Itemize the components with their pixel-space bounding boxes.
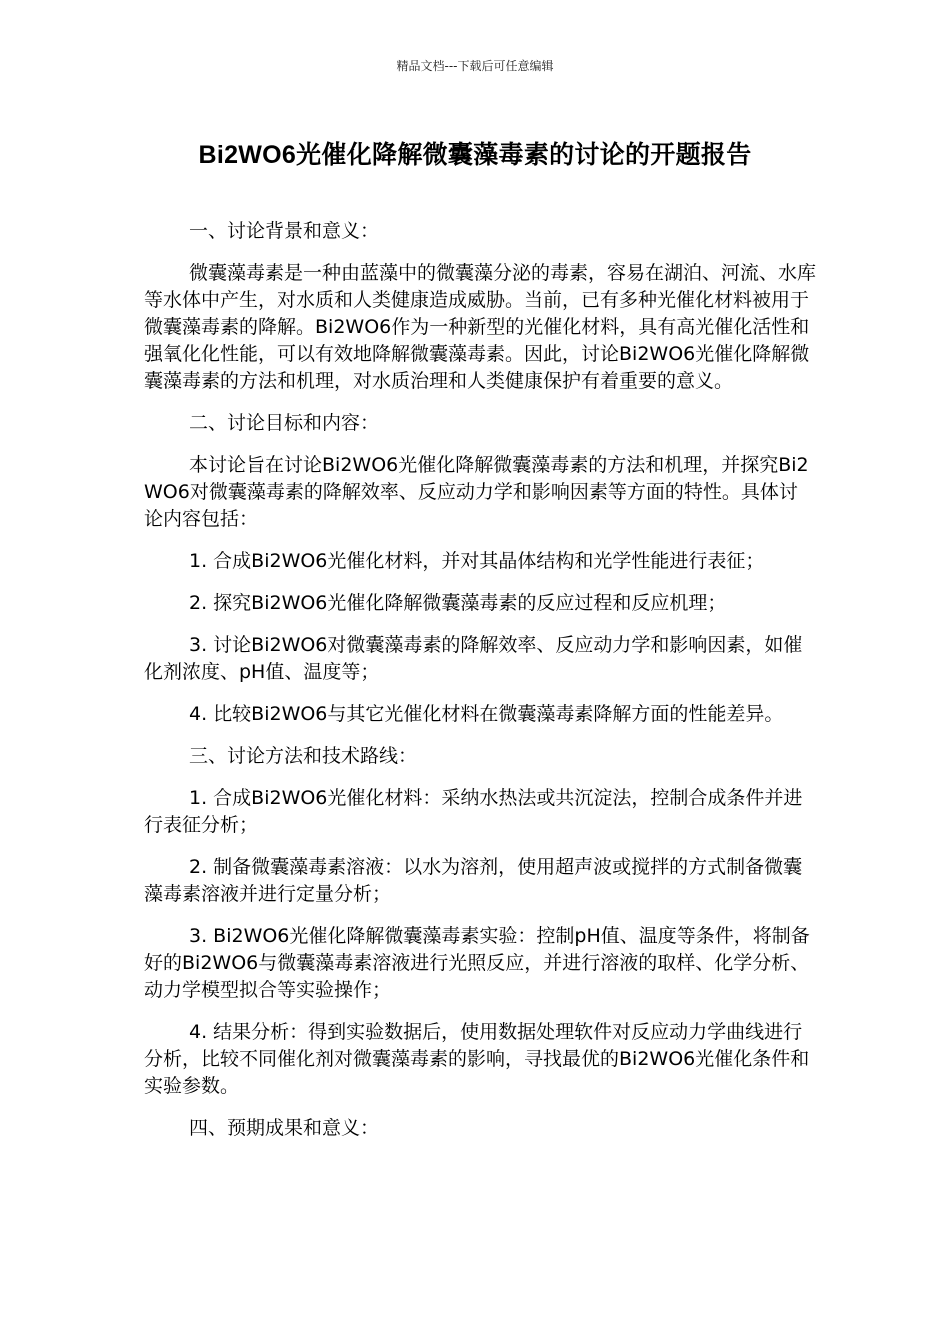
section-heading-objectives: 二、讨论目标和内容：: [189, 412, 380, 434]
list-item-objective-4: 4. 比较Bi2WO6与其它光催化材料在微囊藻毒素降解方面的性能差异。: [189, 703, 784, 725]
list-item-objective-2: 2. 探究Bi2WO6光催化降解微囊藻毒素的反应过程和反应机理；: [189, 592, 727, 614]
document-title: Bi2WO6光催化降解微囊藻毒素的讨论的开题报告: [198, 141, 752, 169]
list-item-method-4: 4. 结果分析：得到实验数据后，使用数据处理软件对反应动力学曲线进行分析，比较不同催化剂对微囊藻毒素的影响，寻找最优的Bi2WO6光催化条件和实验参数。: [144, 1021, 810, 1097]
document-body: [144, 218, 816, 1157]
paragraph-objectives: 本讨论旨在讨论Bi2WO6光催化降解微囊藻毒素的方法和机理，并探究Bi2WO6对微囊藻毒素的降解效率、反应动力学和影响因素等方面的特性。具体讨论内容包括：: [144, 454, 809, 530]
list-item-method-3: 3. Bi2WO6光催化降解微囊藻毒素实验：控制pH值、温度等条件，将制备好的Bi2WO6与微囊藻毒素溶液进行光照反应，并进行溶液的取样、化学分析、动力学模型拟合等实验操作；: [144, 925, 810, 1001]
list-item-objective-1: 1. 合成Bi2WO6光催化材料，并对其晶体结构和光学性能进行表征；: [189, 550, 765, 572]
section-heading-background: 一、讨论背景和意义：: [189, 220, 380, 242]
section-heading-outcomes: 四、预期成果和意义：: [189, 1117, 380, 1139]
header-note: 精品文档---下载后可任意编辑: [396, 59, 554, 73]
paragraph-background: 微囊藻毒素是一种由蓝藻中的微囊藻分泌的毒素，容易在湖泊、河流、水库等水体中产生，对水质和人类健康造成威胁。当前，已有多种光催化材料被用于微囊藻毒素的降解。Bi2WO6作为一种新型的光催化材料，具有高光催化活性和强氧化化性能，可以有效地降解微囊藻毒素。因此，讨论Bi2WO6光催化降解微囊藻毒素的方法和机理，对水质治理和人类健康保护有着重要的意义。: [144, 262, 817, 392]
list-item-objective-3: 3. 讨论Bi2WO6对微囊藻毒素的降解效率、反应动力学和影响因素，如催化剂浓度、pH值、温度等；: [144, 634, 803, 683]
list-item-method-1: 1. 合成Bi2WO6光催化材料：采纳水热法或共沉淀法，控制合成条件并进行表征分析；: [144, 787, 803, 836]
section-heading-methods: 三、讨论方法和技术路线：: [189, 745, 418, 767]
list-item-method-2: 2. 制备微囊藻毒素溶液：以水为溶剂，使用超声波或搅拌的方式制备微囊藻毒素溶液并进行定量分析；: [144, 856, 803, 905]
